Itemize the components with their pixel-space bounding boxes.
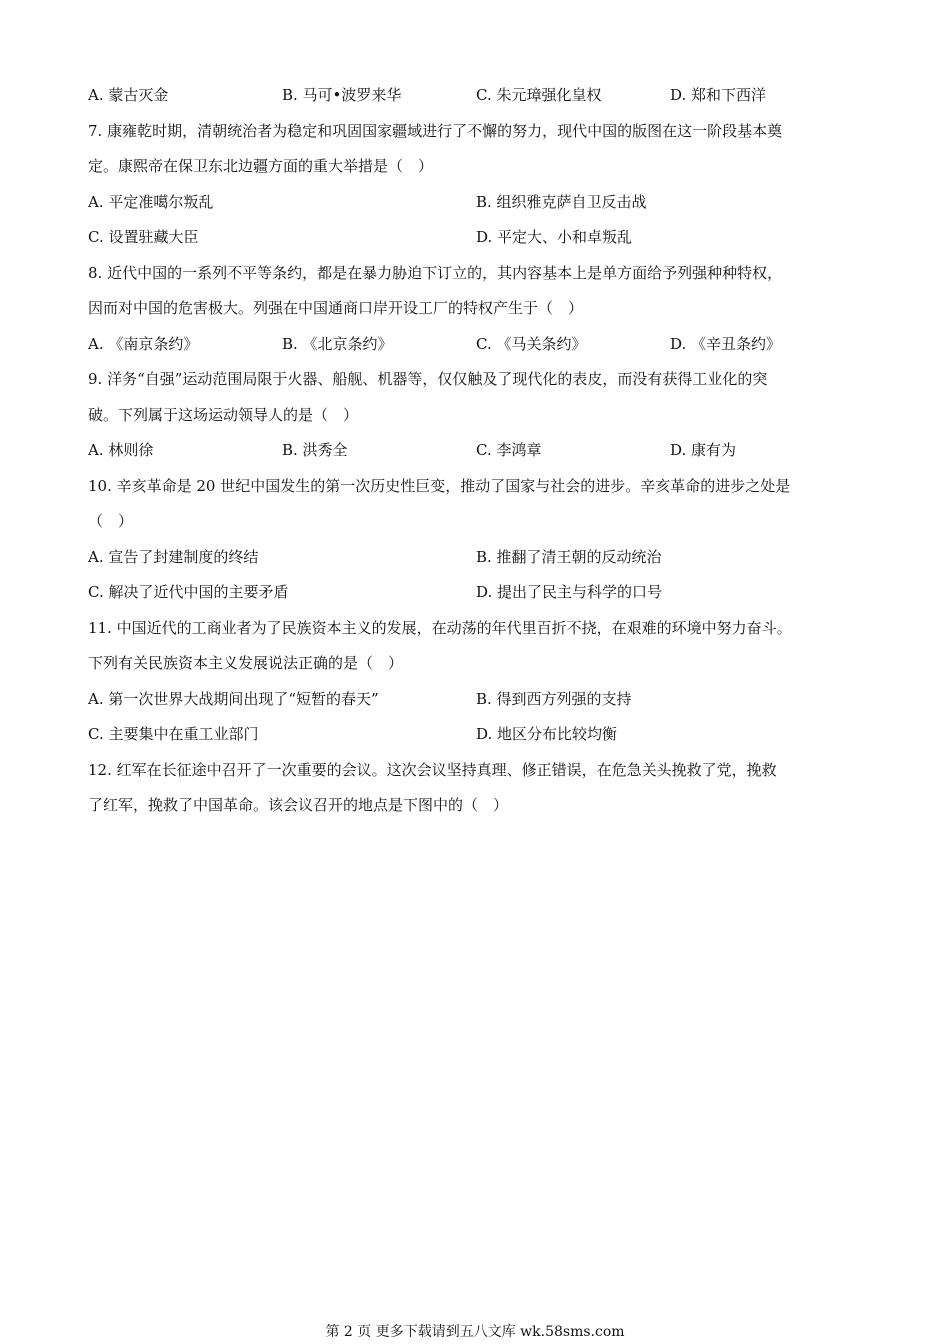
q10-options-row-1	[88, 540, 878, 576]
q10-option-d: D. 提出了民主与科学的口号	[476, 583, 663, 601]
q7-option-c: C. 设置驻藏大臣	[88, 228, 199, 246]
q9-options	[88, 433, 878, 469]
q11-stem-line-2: 下列有关民族资本主义发展说法正确的是（ ）	[88, 654, 404, 672]
q11-option-a: A. 第一次世界大战期间出现了“短暂的春天”	[88, 689, 379, 708]
q9-stem-line-1: 9. 洋务“自强”运动范围局限于火器、船舰、机器等，仅仅触及了现代化的表皮，而没有获得工业化的突	[88, 370, 768, 388]
q10-options-row-2	[88, 575, 878, 611]
q8-option-c: C. 《马关条约》	[476, 334, 587, 353]
q6-option-b: B. 马可•波罗来华	[282, 86, 402, 104]
q12-stem-line-1: 12. 红军在长征途中召开了一次重要的会议。这次会议坚持真理、修正错误，在危急关头挽救了党，挽救	[88, 760, 777, 779]
q11-option-b: B. 得到西方列强的支持	[476, 689, 632, 708]
q6-option-c: C. 朱元璋强化皇权	[476, 86, 602, 104]
q8-stem-line-1: 8. 近代中国的一系列不平等条约，都是在暴力胁迫下订立的，其内容基本上是单方面给予列强种种特权，	[88, 263, 783, 282]
q11-option-d: D. 地区分布比较均衡	[476, 725, 618, 743]
q7-option-a: A. 平定准噶尔叛乱	[88, 192, 214, 211]
q8-options	[88, 327, 878, 363]
q11-stem-line-1: 11. 中国近代的工商业者为了民族资本主义的发展，在动荡的年代里百折不挠，在艰难的环境中努力奋斗。	[88, 618, 792, 637]
q6-option-a: A. 蒙古灭金	[88, 86, 169, 104]
q10-stem-line-1: 10. 辛亥革命是 20 世纪中国发生的第一次历史性巨变，推动了国家与社会的进步。辛亥革命的进步之处是	[88, 476, 791, 495]
q8-option-b: B. 《北京条约》	[282, 334, 393, 353]
question-list	[88, 78, 878, 824]
q11-options-row-1	[88, 682, 878, 718]
q8-stem-line-2: 因而对中国的危害极大。列强在中国通商口岸开设工厂的特权产生于（ ）	[88, 299, 584, 317]
q12-stem-line-2: 了红军，挽救了中国革命。该会议召开的地点是下图中的（ ）	[88, 796, 509, 814]
q7-stem-line-1: 7. 康雍乾时期，清朝统治者为稳定和巩固国家疆域进行了不懈的努力，现代中国的版图在这一阶段基本奠	[88, 121, 783, 140]
q6-options	[88, 78, 878, 114]
q9-option-d: D. 康有为	[670, 441, 737, 459]
q7-stem-line-2: 定。康熙帝在保卫东北边疆方面的重大举措是（ ）	[88, 157, 434, 175]
q7-option-d: D. 平定大、小和卓叛乱	[476, 228, 633, 246]
q11-option-c: C. 主要集中在重工业部门	[88, 725, 259, 743]
q6-option-d: D. 郑和下西洋	[670, 86, 767, 104]
q9-stem-line-2: 破。下列属于这场运动领导人的是（ ）	[88, 405, 359, 424]
q9-option-b: B. 洪秀全	[282, 441, 348, 459]
q8-option-a: A. 《南京条约》	[88, 334, 199, 353]
q10-option-c: C. 解决了近代中国的主要矛盾	[88, 583, 289, 601]
q7-option-b: B. 组织雅克萨自卫反击战	[476, 192, 647, 211]
q10-option-b: B. 推翻了清王朝的反动统治	[476, 547, 662, 566]
q7-options-row-1	[88, 185, 878, 221]
q8-option-d: D. 《辛丑条约》	[670, 334, 782, 353]
page-footer: 第 2 页 更多下载请到五八文库 wk.58sms.com	[325, 1324, 625, 1340]
q9-option-c: C. 李鸿章	[476, 441, 542, 459]
q9-option-a: A. 林则徐	[88, 441, 154, 459]
q7-options-row-2	[88, 220, 878, 256]
q10-stem-line-2: （ ）	[88, 512, 134, 530]
q11-options-row-2	[88, 717, 878, 753]
q10-option-a: A. 宣告了封建制度的终结	[88, 547, 259, 566]
